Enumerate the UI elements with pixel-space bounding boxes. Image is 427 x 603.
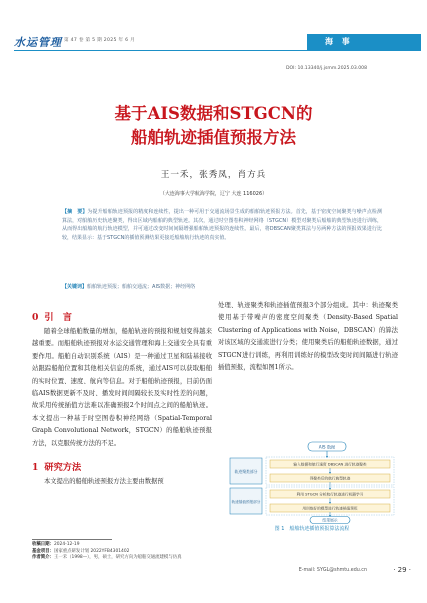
section-tag: 海 事 bbox=[307, 34, 421, 50]
footnote-author bbox=[32, 555, 232, 562]
right-column bbox=[218, 300, 398, 374]
abstract-label: 【摘 要】 bbox=[62, 209, 88, 215]
process-box-label: 得聚类后的航行典型轨迹 bbox=[309, 476, 351, 481]
section-heading-intro bbox=[32, 310, 212, 326]
doi: DOI: 10.13340/j.jsmm.2025.03.008 bbox=[285, 66, 367, 71]
issue-info: 第 47 卷 第 5 期 2025 年 6 月 bbox=[64, 38, 135, 43]
end-node-label: 结果展示 bbox=[322, 517, 338, 523]
abstract-text: 为提升船舶轨迹预报的精度和连续性，提出一种可用于交通流场景生成的船舶轨迹预报方法。首先，基于密度空间聚类与噪声点检测算法，对船舶历史轨迹聚类，得出区域内船舶的典型轨迹。其次，通过时空图卷积神经网络（STGCN）模型对聚类后船舶的典型轨迹进行训练，从而得出船舶的航行轨迹模型，并可通过改变时间间隔增强船舶轨迹预报的连续性。最后，将DBSCAN聚类算法与另两种方法的预报效果进行比较，结果显示：基于STGCN的插值预测结果更接近船舶航行轨迹的真实值。 bbox=[62, 209, 382, 242]
start-node-label: AIS 数据 bbox=[318, 444, 336, 450]
paper-title-line2: 船舶轨迹插值预报方法 bbox=[131, 128, 296, 147]
footnote-fund-label: 基金项目： bbox=[32, 548, 54, 554]
left-column bbox=[32, 300, 212, 488]
footnote-received-value: 2024-12-19 bbox=[53, 542, 80, 547]
header-rule bbox=[14, 50, 421, 51]
paper-title-line1: 基于AIS数据和STGCN的 bbox=[114, 104, 313, 123]
section-title: 引 言 bbox=[44, 312, 72, 323]
page-header bbox=[0, 0, 427, 56]
keywords-text: 船舶轨迹预报；船舶交通流；AIS数据；神经网络 bbox=[87, 284, 196, 290]
footnote-rule bbox=[32, 539, 112, 540]
footnote-author-label: 作者简介： bbox=[32, 555, 54, 561]
footnote-received bbox=[32, 542, 232, 549]
section-heading-method bbox=[32, 460, 212, 476]
intro-paragraph: 随着全球船舶数量的增加，船舶轨迹的预报和规划变得越来越重要。而船舶轨迹预报对水运交通管理和海上交通安全具有重要作用。船舶自动识别系统（AIS）是一种通过卫星和陆基接收站跟踪船舶位置和其他相关信息的系统，通过AIS可以获取船舶的实时位置、速度、航向等信息。对于船舶轨迹预报，目前仍面临AIS数据更新不及时、播发时间间隔较长及实时性差的问题，故采用传统插值方法难以准确预报2个时间点之间的船舶轨迹。本文提出一种基于时空图卷积神经网络（Spatial-Temporal Graph Convolutional Network，STGCN）的船舶轨迹预报方法，以克服传统方法的不足。 bbox=[32, 328, 212, 447]
figure-caption: 图 1 船舶轨迹插值预报算法流程 bbox=[274, 526, 350, 532]
footnote-fund-value: 国家重点研发计划 2022YFB4301402 bbox=[53, 548, 130, 554]
process-box-label: 利用 STGCN 分析航行轨迹进行机器学习 bbox=[296, 492, 364, 497]
section-number: 0 bbox=[32, 312, 39, 323]
affiliation: （大连海事大学航海学院，辽宁 大连 116026） bbox=[159, 191, 268, 197]
process-box-label: 输入数据和航行速度 DBSCAN 进行轨迹聚类 bbox=[293, 462, 367, 467]
contact-email: E-mail: SYGL@shmtu.edu.cn bbox=[298, 568, 367, 573]
keywords bbox=[62, 283, 382, 291]
footnote-received-label: 收稿日期： bbox=[32, 542, 54, 547]
right-paragraph: 处理、轨迹聚类和轨迹插值预报3个部分组成。其中：轨迹聚类使用基于带噪声的密度空间聚类（Density-Based Spatial Clustering of Applications with Noise，DBSCAN）的算法对该区域的交通流进行分类；使用聚类后的船舶轨迹数据，通过STGCN进行训练，再利用训练好的模型改变时间间隔进行轨迹插值预报，流程如图1所示。 bbox=[218, 302, 398, 372]
footnote bbox=[32, 542, 232, 562]
section-title: 研究方法 bbox=[44, 462, 82, 474]
abstract bbox=[62, 208, 382, 243]
method-paragraph: 本文提出的船舶轨迹预报方法主要由数据预 bbox=[44, 478, 164, 486]
footnote-author-value: 王一禾（1998—），男，硕士，研究方向为船舶交通流建模与仿真 bbox=[53, 555, 182, 561]
page-number: · 29 · bbox=[393, 566, 411, 574]
authors: 王一禾，张秀凤，肖方兵 bbox=[160, 170, 267, 180]
flowchart-svg bbox=[226, 440, 398, 524]
figure-flowchart bbox=[226, 440, 398, 524]
side-block-prediction-label: 轨迹插值预报部分 bbox=[231, 500, 261, 504]
paper-title bbox=[0, 102, 427, 150]
keywords-label: 【关键词】 bbox=[62, 284, 88, 290]
process-box-label: 用训练好的模型进行轨迹插值预报 bbox=[302, 506, 358, 511]
side-block-clustering-label: 轨迹聚类部分 bbox=[234, 469, 258, 474]
journal-logo: 水运管理 bbox=[14, 36, 62, 49]
section-number: 1 bbox=[32, 462, 39, 474]
